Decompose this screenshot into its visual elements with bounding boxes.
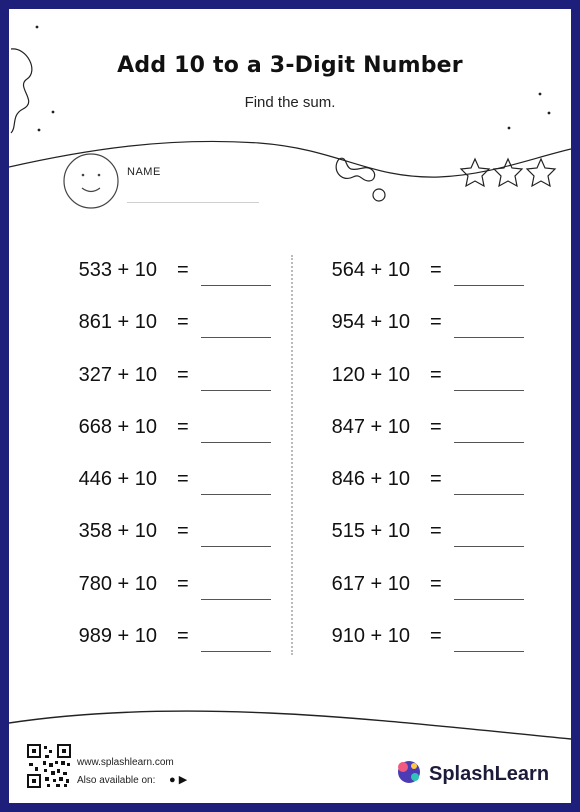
equals-sign: =	[430, 415, 442, 438]
answer-blank[interactable]	[454, 285, 524, 286]
equals-sign: =	[430, 468, 442, 491]
available-on-label: Also available on:	[77, 775, 156, 786]
equals-sign: =	[177, 259, 189, 281]
equals-sign: =	[177, 468, 189, 491]
problem-expression: 847 + 10	[331, 415, 410, 438]
problem-row	[302, 299, 542, 351]
problem-row	[302, 508, 542, 560]
problem-expression: 861 + 10	[78, 311, 157, 334]
problem-row	[49, 456, 289, 508]
star-icon	[461, 159, 489, 186]
problem-column-right	[302, 247, 542, 665]
answer-blank[interactable]	[201, 546, 271, 547]
problem-expression: 327 + 10	[78, 363, 157, 386]
problem-row	[302, 561, 542, 613]
equals-sign: =	[177, 311, 189, 334]
problem-row	[49, 561, 289, 613]
problem-row	[49, 299, 289, 351]
answer-blank[interactable]	[201, 651, 271, 652]
answer-blank[interactable]	[454, 651, 524, 652]
problem-row	[302, 247, 542, 299]
problem-row	[49, 404, 289, 456]
star-icon	[527, 159, 555, 186]
problem-row	[49, 508, 289, 560]
problem-expression: 846 + 10	[331, 468, 410, 491]
equals-sign: =	[177, 625, 189, 648]
problem-expression: 780 + 10	[78, 572, 157, 595]
problem-row	[49, 247, 289, 299]
equals-sign: =	[430, 311, 442, 334]
problem-expression: 564 + 10	[331, 259, 410, 281]
problem-expression: 668 + 10	[78, 415, 157, 438]
problem-row	[302, 456, 542, 508]
equals-sign: =	[430, 572, 442, 595]
apple-icon[interactable]: ●	[169, 774, 176, 786]
problem-expression: 989 + 10	[78, 625, 157, 648]
answer-blank[interactable]	[454, 494, 524, 495]
equals-sign: =	[430, 625, 442, 648]
equals-sign: =	[177, 572, 189, 595]
answer-blank[interactable]	[454, 337, 524, 338]
problem-expression: 515 + 10	[331, 520, 410, 543]
problem-expression: 446 + 10	[78, 468, 157, 491]
website-link[interactable]: www.splashlearn.com	[77, 757, 174, 768]
problem-expression: 954 + 10	[331, 311, 410, 334]
answer-blank[interactable]	[454, 599, 524, 600]
smiley-face-icon	[64, 154, 118, 208]
curl-decoration	[336, 158, 374, 181]
answer-blank[interactable]	[454, 390, 524, 391]
problem-expression: 533 + 10	[78, 259, 157, 281]
equals-sign: =	[177, 520, 189, 543]
sparkle-dot	[38, 129, 41, 132]
answer-blank[interactable]	[201, 337, 271, 338]
problem-expression: 358 + 10	[78, 520, 157, 543]
worksheet-title: Add 10 to a 3-Digit Number	[117, 53, 463, 78]
rating-stars	[461, 159, 555, 186]
circle-decoration	[373, 189, 385, 201]
equals-sign: =	[177, 363, 189, 386]
problem-row	[302, 404, 542, 456]
sparkle-dot	[508, 127, 511, 130]
column-divider	[291, 255, 293, 655]
equals-sign: =	[177, 415, 189, 438]
problem-row	[49, 613, 289, 665]
answer-blank[interactable]	[201, 285, 271, 286]
brand-name: SplashLearn	[429, 762, 550, 785]
sparkle-dot	[52, 111, 55, 114]
qr-code-icon	[27, 744, 71, 788]
sparkle-dot	[548, 112, 551, 115]
play-store-icon[interactable]: ▶	[178, 774, 188, 786]
equals-sign: =	[430, 363, 442, 386]
answer-blank[interactable]	[201, 390, 271, 391]
answer-blank[interactable]	[201, 442, 271, 443]
equals-sign: =	[430, 259, 442, 281]
name-field[interactable]	[127, 202, 259, 203]
worksheet-subtitle: Find the sum.	[244, 94, 336, 111]
footer-wave	[9, 711, 571, 739]
problem-row	[302, 613, 542, 665]
problem-expression: 617 + 10	[331, 572, 410, 595]
problem-row	[302, 352, 542, 404]
sparkle-dot	[36, 26, 39, 29]
answer-blank[interactable]	[201, 599, 271, 600]
problem-expression: 120 + 10	[331, 363, 410, 386]
worksheet-page	[9, 9, 571, 803]
problem-column-left	[49, 247, 289, 665]
answer-blank[interactable]	[201, 494, 271, 495]
name-label: NAME	[127, 166, 161, 178]
splashlearn-brand	[397, 761, 549, 787]
equals-sign: =	[430, 520, 442, 543]
problem-row	[49, 352, 289, 404]
answer-blank[interactable]	[454, 546, 524, 547]
problem-expression: 910 + 10	[331, 625, 410, 648]
answer-blank[interactable]	[454, 442, 524, 443]
app-store-icons	[169, 773, 187, 786]
